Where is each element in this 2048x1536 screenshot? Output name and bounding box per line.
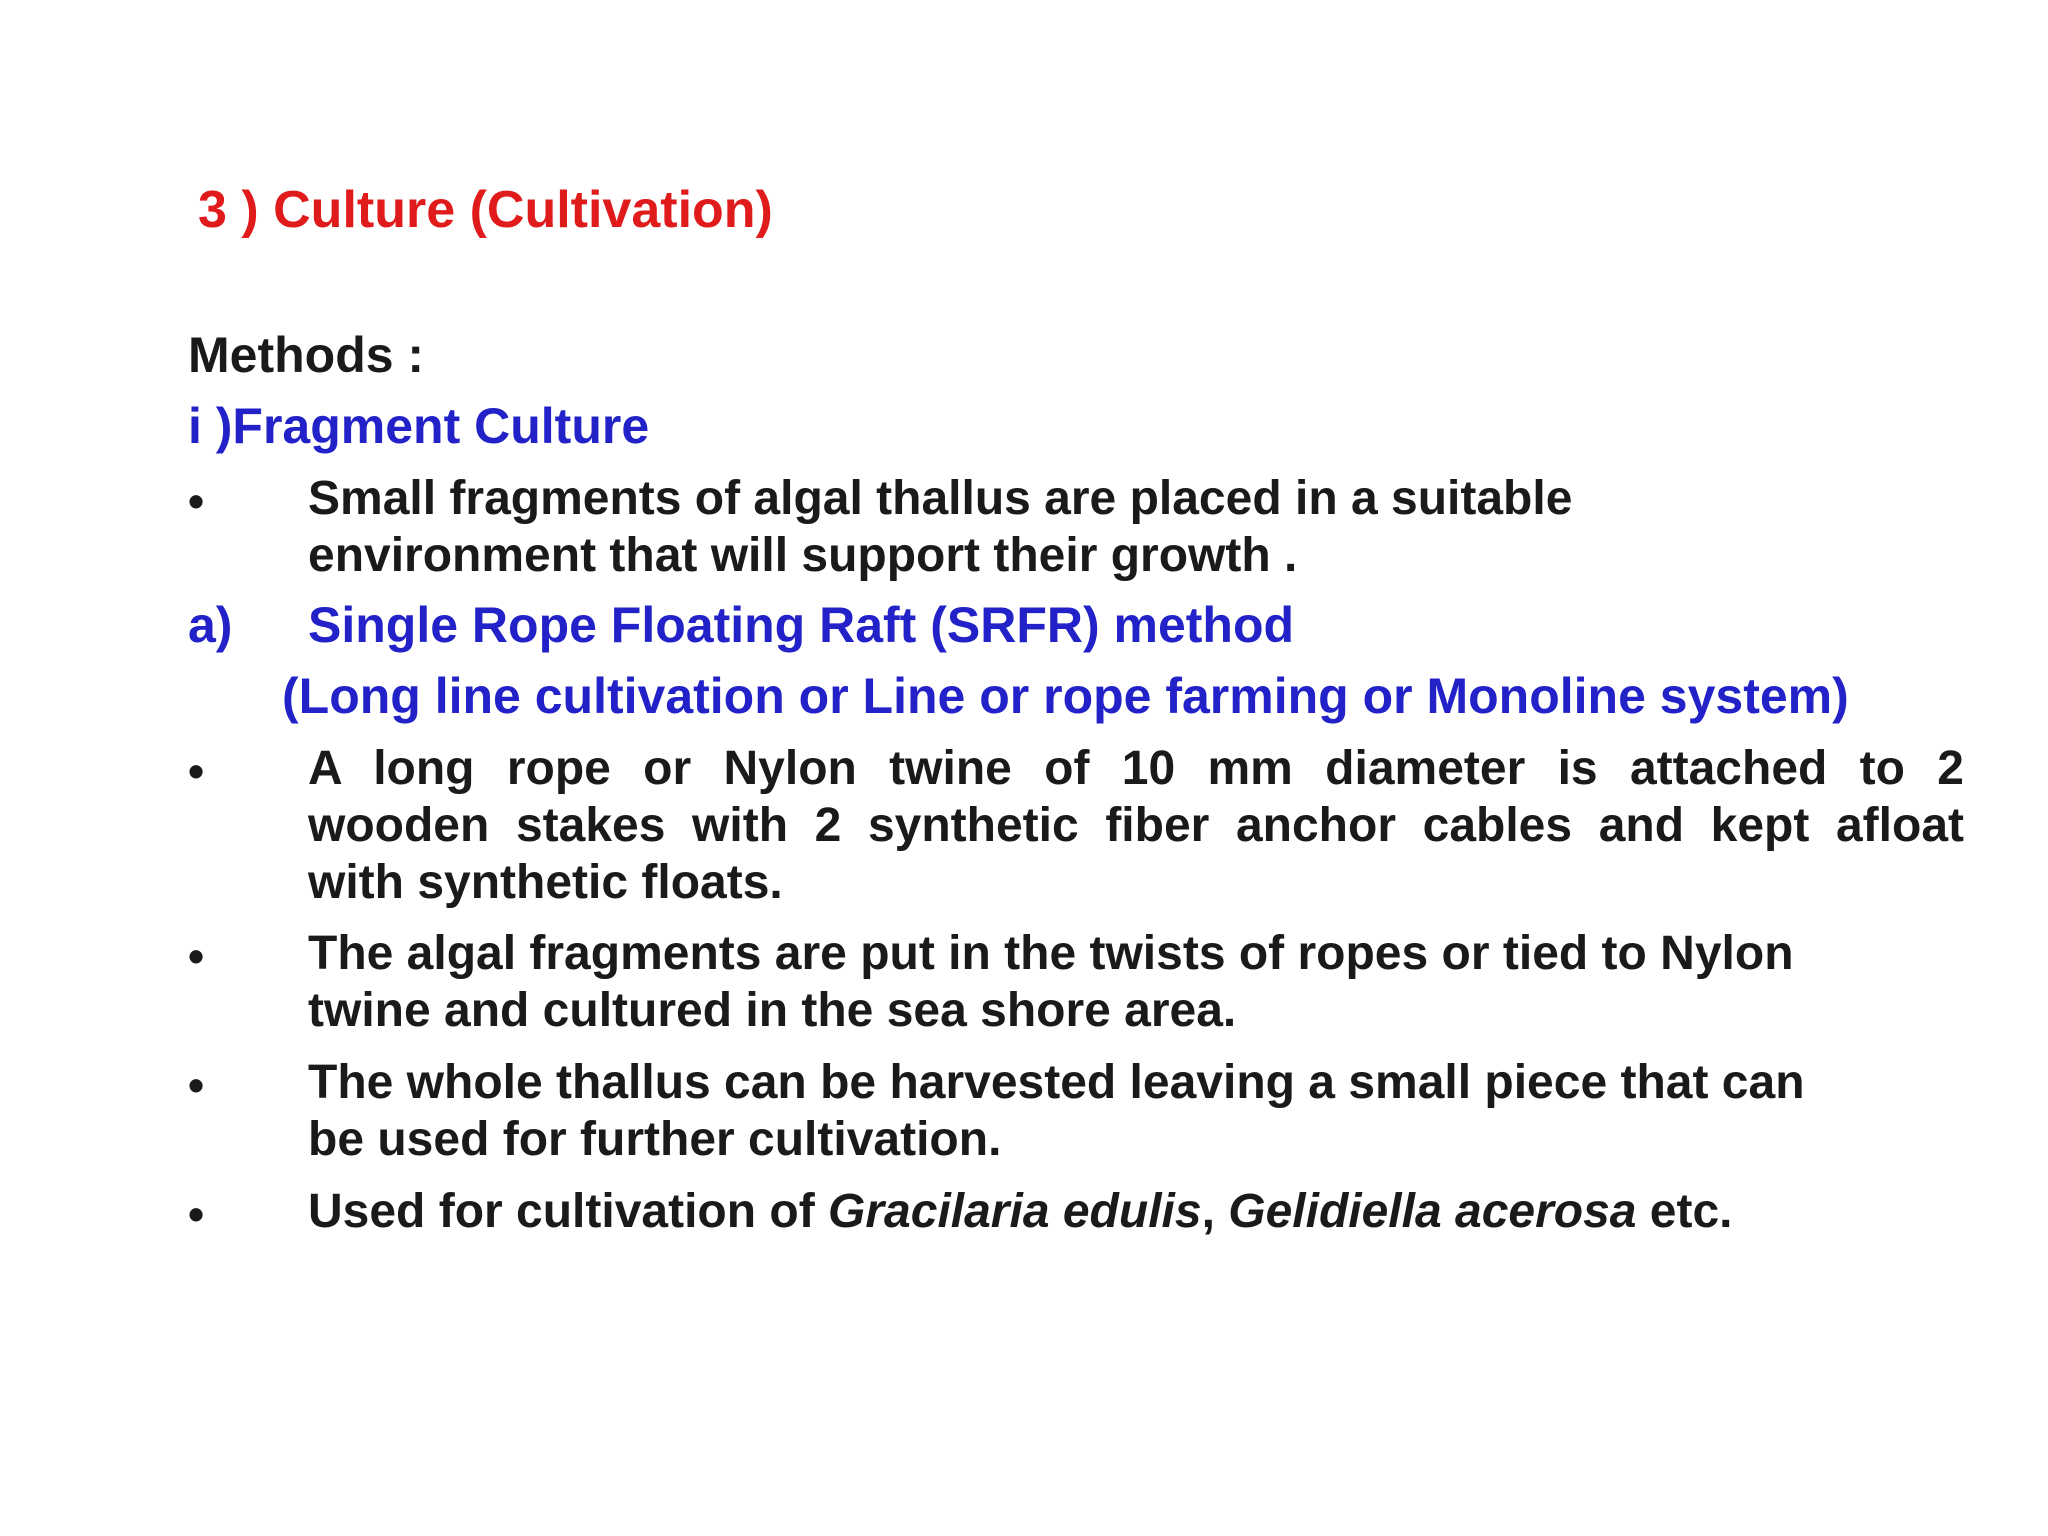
bullet-marker: • xyxy=(188,475,205,527)
bullet-marker: • xyxy=(188,930,205,982)
method-a-marker: a) xyxy=(188,597,233,653)
bullet-line: The algal fragments are put in the twists of ropes or tied to Nylon xyxy=(308,927,1794,980)
method-a-heading: Single Rope Floating Raft (SRFR) method xyxy=(308,597,1295,653)
bullet-rope-description xyxy=(308,740,1964,911)
species-suffix: etc. xyxy=(1636,1185,1733,1238)
species-prefix: Used for cultivation of xyxy=(308,1185,829,1238)
species-gelidiella: Gelidiella acerosa xyxy=(1228,1185,1637,1238)
species-gracilaria: Gracilaria edulis xyxy=(828,1185,1202,1238)
bullet-line: twine and cultured in the sea shore area. xyxy=(308,984,1237,1037)
bullet-line: A long rope or Nylon twine of 10 mm diameter is attached to 2 xyxy=(308,742,1964,795)
bullet-species-usage xyxy=(308,1183,1733,1240)
bullet-line: The whole thallus can be harvested leaving a small piece that can xyxy=(308,1056,1805,1109)
bullet-line: Small fragments of algal thallus are placed in a suitable xyxy=(308,472,1573,525)
slide-title: 3 ) Culture (Cultivation) xyxy=(198,181,773,239)
bullet-line: with synthetic floats. xyxy=(308,856,783,909)
bullet-fragment-description xyxy=(308,470,1572,584)
species-separator: , xyxy=(1201,1185,1229,1238)
bullet-harvest-description xyxy=(308,1054,1805,1168)
bullet-line: wooden stakes with 2 synthetic fiber anchor cables and kept afloat xyxy=(308,799,1964,852)
bullet-marker: • xyxy=(188,1059,205,1111)
bullet-marker: • xyxy=(188,1188,205,1240)
methods-label: Methods : xyxy=(188,327,425,383)
bullet-marker: • xyxy=(188,745,205,797)
method-a-alternate-names: (Long line cultivation or Line or rope farming or Monoline system) xyxy=(282,668,1849,724)
bullet-line: environment that will support their growth . xyxy=(308,529,1298,582)
bullet-line xyxy=(308,1183,1733,1240)
fragment-culture-heading: i )Fragment Culture xyxy=(188,398,650,454)
bullet-line: be used for further cultivation. xyxy=(308,1113,1002,1166)
bullet-fragments-placement xyxy=(308,925,1794,1039)
